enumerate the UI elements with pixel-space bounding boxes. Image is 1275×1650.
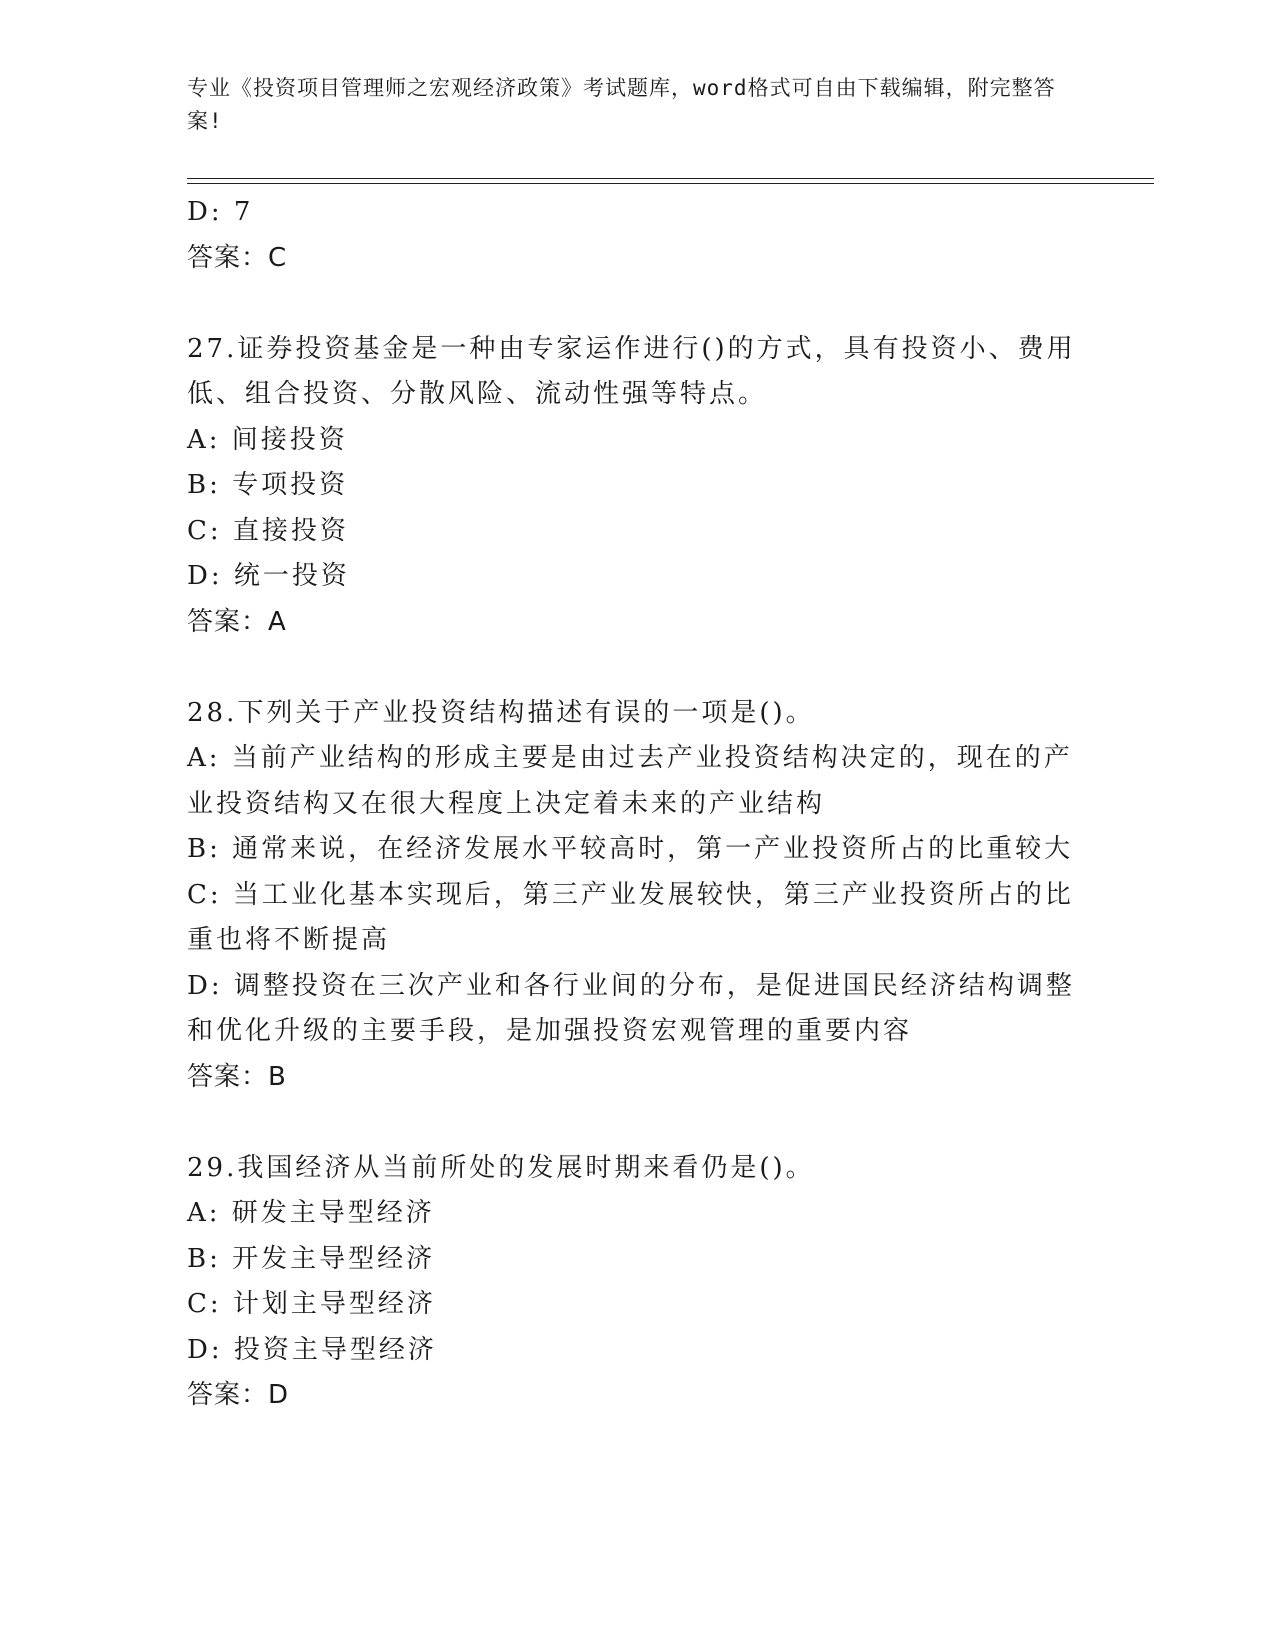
question-stem: 29.我国经济从当前所处的发展时期来看仍是()。 bbox=[187, 1152, 815, 1183]
option-a: A: 当前产业结构的形成主要是由过去产业投资结构决定的，现在的产业投资结构又在很大程度上决定着未来的产业结构 bbox=[187, 743, 1073, 819]
option-c: C: 当工业化基本实现后，第三产业发展较快，第三产业投资所占的比重也将不断提高 bbox=[187, 879, 1074, 955]
option-d: D: 调整投资在三次产业和各行业间的分布，是促进国民经济结构调整和优化升级的主要手段，是加强投资宏观管理的重要内容 bbox=[187, 970, 1075, 1046]
question-stem: 28.下列关于产业投资结构描述有误的一项是()。 bbox=[187, 697, 815, 728]
question-28 bbox=[187, 691, 1077, 1101]
option-c: C: 直接投资 bbox=[187, 515, 349, 546]
option-b: B: 专项投资 bbox=[187, 470, 349, 500]
option-b: B: 通常来说，在经济发展水平较高时，第一产业投资所占的比重较大 bbox=[187, 834, 1074, 864]
question-29 bbox=[187, 1146, 1077, 1419]
prev-question-answer: 答案：C bbox=[187, 242, 288, 273]
option-d: D: 统一投资 bbox=[187, 561, 350, 591]
option-c: C: 计划主导型经济 bbox=[187, 1289, 436, 1319]
option-a: A: 研发主导型经济 bbox=[187, 1198, 435, 1228]
header-divider-top bbox=[187, 178, 1154, 179]
question-answer: 答案：B bbox=[187, 1061, 287, 1092]
question-stem: 27.证券投资基金是一种由专家运作进行()的方式，具有投资小、费用低、组合投资、分散风险、流动性强等特点。 bbox=[187, 333, 1076, 409]
question-27 bbox=[187, 327, 1077, 646]
option-d: D: 投资主导型经济 bbox=[187, 1334, 437, 1365]
question-content bbox=[187, 190, 1077, 1419]
question-answer: 答案：D bbox=[187, 1380, 290, 1410]
option-b: B: 开发主导型经济 bbox=[187, 1243, 436, 1274]
header-divider-bottom bbox=[187, 183, 1154, 184]
question-answer: 答案：A bbox=[187, 606, 287, 637]
option-a: A: 间接投资 bbox=[187, 424, 348, 455]
page-header: 专业《投资项目管理师之宏观经济政策》考试题库，word格式可自由下载编辑，附完整答案! bbox=[187, 76, 1056, 133]
prev-question-option-d: D: 7 bbox=[187, 197, 254, 227]
